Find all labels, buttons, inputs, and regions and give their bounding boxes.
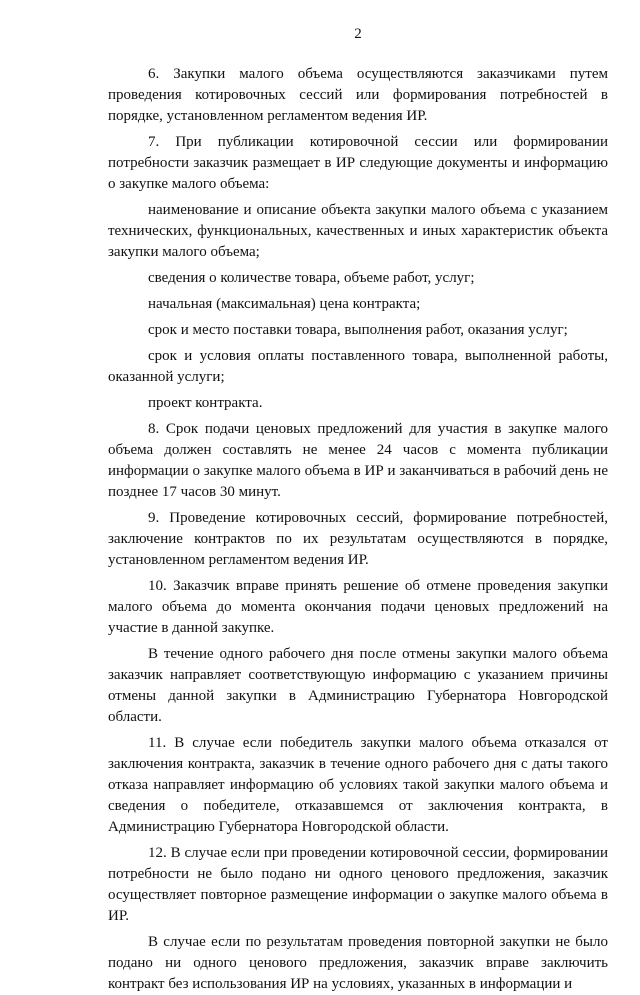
list-item: начальная (максимальная) цена контракта; (148, 296, 421, 312)
paragraph: 6. Закупки малого объема осуществляются заказчиками путем проведения котировочных сессий или формирования потребностей в порядке, установленном регламентом ведения ИР. (108, 66, 608, 124)
paragraph: 9. Проведение котировочных сессий, формирование потребностей, заключение контрактов по их результатам осуществляются в порядке, установленном регламентом ведения ИР. (108, 510, 608, 568)
list-item: срок и место поставки товара, выполнения работ, оказания услуг; (148, 322, 568, 338)
paragraph: 8. Срок подачи ценовых предложений для участия в закупке малого объема должен составлять не менее 24 часов с момента публикации информации о закупке малого объема в ИР и заканчиваться в рабочий день не позднее 17 часов 30 минут. (108, 421, 608, 500)
list-item: срок и условия оплаты поставленного товара, выполненной работы, оказанной услуги; (108, 348, 608, 385)
paragraph: 12. В случае если при проведении котировочной сессии, формировании потребности не было подано ни одного ценового предложения, заказчик осуществляет повторное размещение информации о закупке малого объема в ИР. (108, 845, 608, 924)
list-item: сведения о количестве товара, объеме работ, услуг; (148, 270, 475, 286)
document-body (108, 64, 608, 995)
paragraph: 7. При публикации котировочной сессии или формировании потребности заказчик размещает в ИР следующие документы и информацию о закупке малого объема: (108, 134, 608, 192)
paragraph: В случае если по результатам проведения повторной закупки не было подано ни одного ценового предложения, заказчик вправе заключить контракт без использования ИР на условиях, указанных в информации и (108, 934, 608, 992)
list-item: проект контракта. (148, 395, 263, 411)
list-item: наименование и описание объекта закупки малого объема с указанием технических, функциональных, качественных и иных характеристик объекта закупки малого объема; (108, 202, 608, 260)
paragraph: 10. Заказчик вправе принять решение об отмене проведения закупки малого объема до момента окончания подачи ценовых предложений на участие в данной закупке. (108, 578, 608, 636)
page-number: 2 (354, 26, 362, 42)
paragraph: В течение одного рабочего дня после отмены закупки малого объема заказчик направляет соответствующую информацию с указанием причины отмены данной закупки в Администрацию Губернатора Новгородской области. (108, 646, 608, 725)
paragraph: 11. В случае если победитель закупки малого объема отказался от заключения контракта, заказчик в течение одного рабочего дня с даты такого отказа направляет информацию об условиях такой закупки малого объема и сведения о победителе, отказавшемся от заключения контракта, в Администрацию Губернатора Новгородской области. (108, 735, 608, 835)
